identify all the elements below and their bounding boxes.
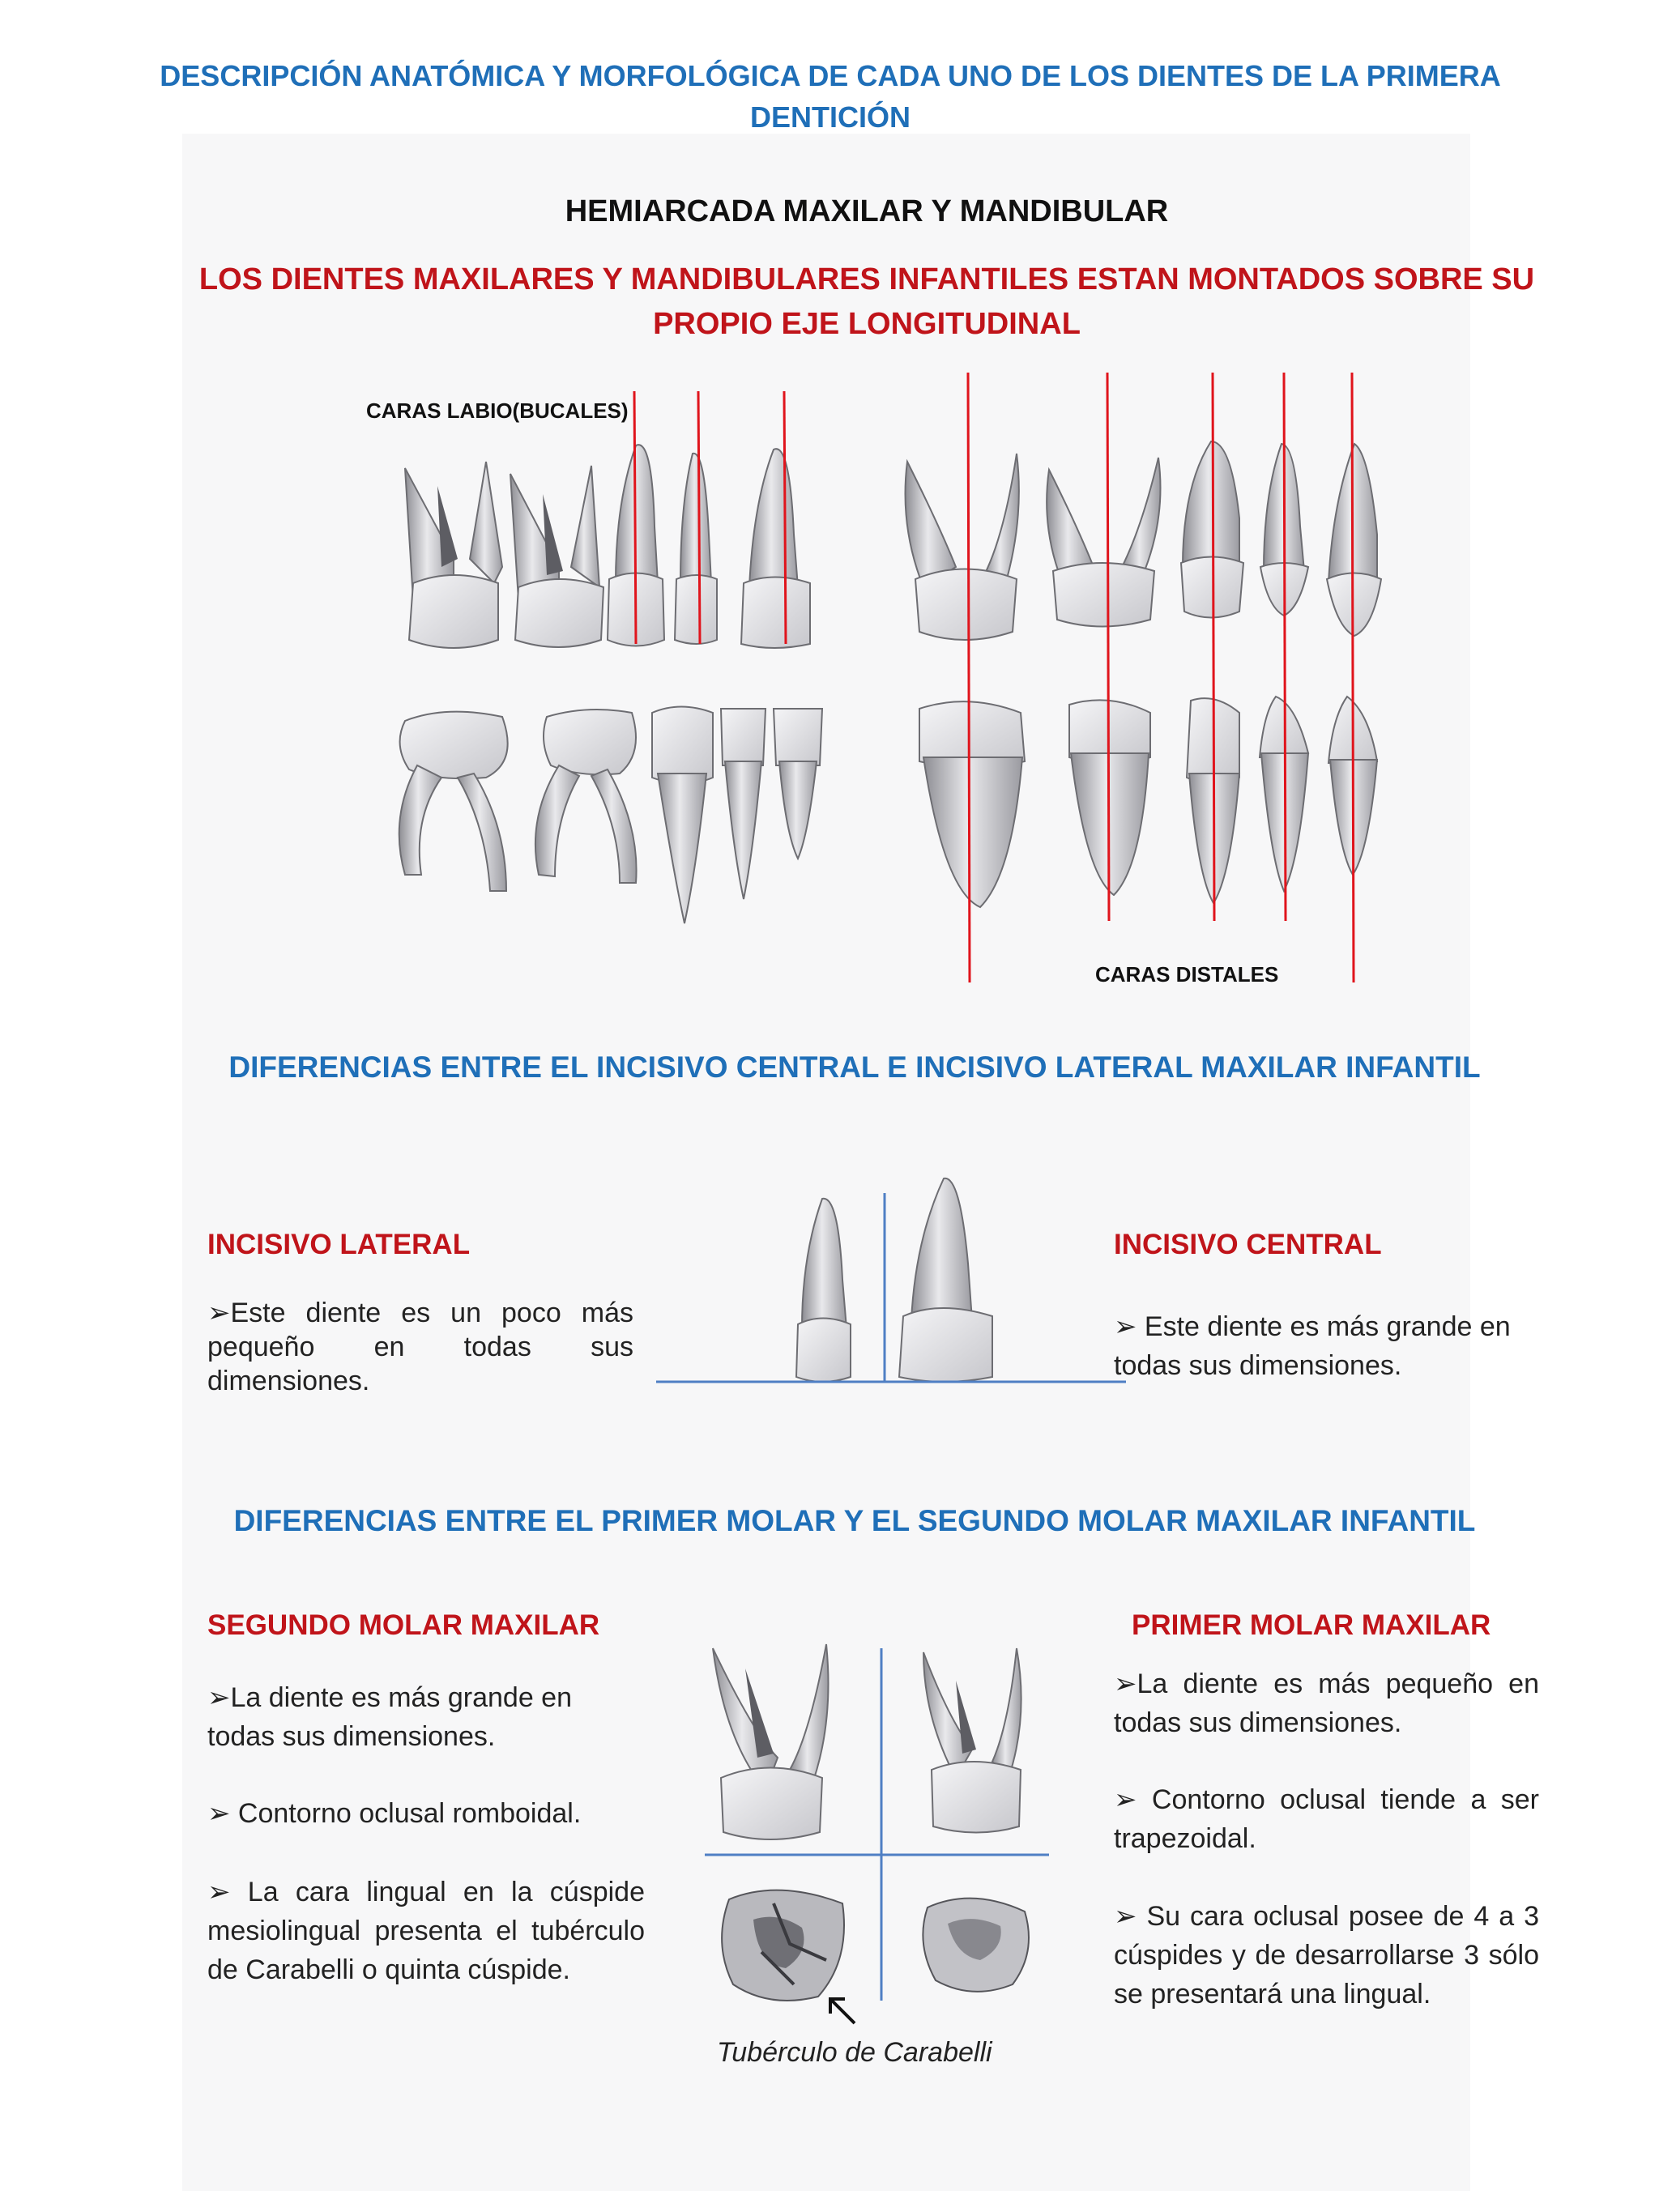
statement-heading: LOS DIENTES MAXILARES Y MANDIBULARES INFANTILES ESTAN MONTADOS SOBRE SU PROPIO EJE LONGITUDINAL (198, 262, 1535, 341)
lateral-incisor-text: ➢Este diente es un poco más pequeño en todas sus dimensiones. (207, 1298, 633, 1396)
first-molar-point-3: ➢ Su cara oclusal posee de 4 a 3 cúspides y de desarrollarse 3 sólo se presentará una lingual. (1114, 1901, 1539, 2010)
document-title: DESCRIPCIÓN ANATÓMICA Y MORFOLÓGICA DE CADA UNO DE LOS DIENTES DE LA PRIMERA DENTICIÓN (160, 59, 1501, 134)
label-distal-faces: CARAS DISTALES (1095, 962, 1279, 987)
second-molar-point-1: ➢La diente es más grande en todas sus dimensiones. (207, 1682, 573, 1752)
second-molar-title: SEGUNDO MOLAR MAXILAR (207, 1609, 600, 1641)
label-buccal-faces: CARAS LABIO(BUCALES) (366, 399, 629, 423)
first-molar-point-1: ➢La diente es más pequeño en todas sus dimensiones. (1114, 1669, 1539, 1738)
second-molar-point-3: ➢ La cara lingual en la cúspide mesiolingual presenta el tubérculo de Carabelli o quinta cúspide. (207, 1877, 645, 1985)
first-molar-point-2: ➢ Contorno oclusal tiende a ser trapezoidal. (1114, 1784, 1539, 1854)
molar-section-heading: DIFERENCIAS ENTRE EL PRIMER MOLAR Y EL SEGUNDO MOLAR MAXILAR INFANTIL (233, 1504, 1476, 1537)
central-incisor-text: ➢ Este diente es más grande en todas sus dimensiones. (1114, 1311, 1511, 1381)
first-molar-title: PRIMER MOLAR MAXILAR (1132, 1609, 1491, 1641)
section-subtitle: HEMIARCADA MAXILAR Y MANDIBULAR (565, 194, 1169, 228)
second-molar-point-2: ➢ Contorno oclusal romboidal. (207, 1798, 582, 1829)
carabelli-caption: Tubérculo de Carabelli (717, 2037, 992, 2068)
central-incisor-title: INCISIVO CENTRAL (1114, 1229, 1382, 1260)
incisor-section-heading: DIFERENCIAS ENTRE EL INCISIVO CENTRAL E INCISIVO LATERAL MAXILAR INFANTIL (228, 1051, 1481, 1084)
lateral-incisor-title: INCISIVO LATERAL (207, 1229, 471, 1260)
